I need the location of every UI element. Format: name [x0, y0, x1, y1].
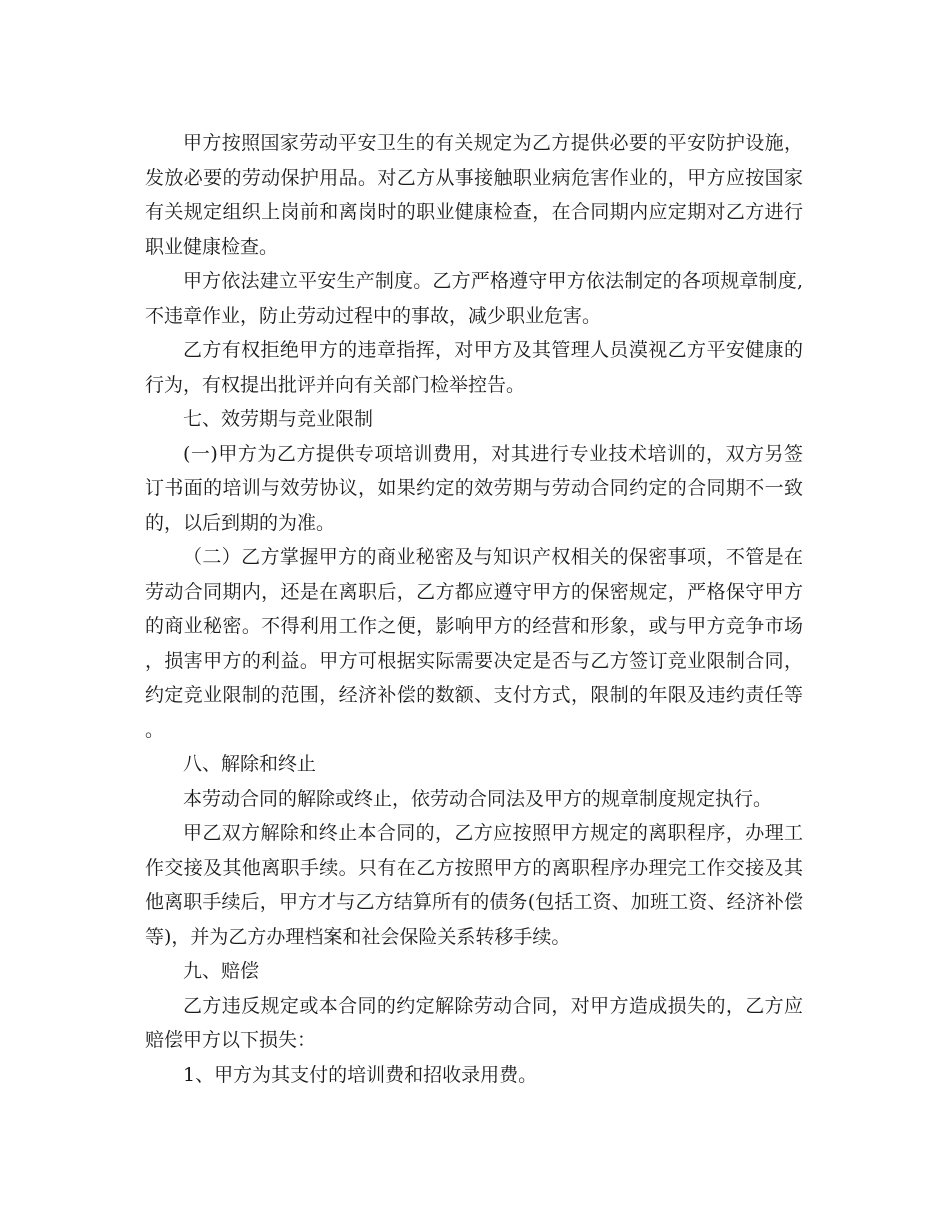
document-body [145, 126, 803, 1092]
paragraph-termination-basis: 本劳动合同的解除或终止，依劳动合同法及甲方的规章制度规定执行。 [183, 787, 773, 810]
paragraph-safety-protection: 甲方按照国家劳动平安卫生的有关规定为乙方提供必要的平安防护设施，发放必要的劳动保护用品。对乙方从事接触职业病危害作业的，甲方应按国家有关规定组织上岗前和离岗时的职业健康检查，在合同期内应定期对乙方进行职业健康检查。 [145, 132, 803, 258]
section-heading-termination: 八、解除和终止 [183, 753, 317, 775]
paragraph-compensation-liability: 乙方违反规定或本合同的约定解除劳动合同，对甲方造成损失的，乙方应赔偿甲方以下损失： [145, 994, 803, 1051]
paragraph-safety-system: 甲方依法建立平安生产制度。乙方严格遵守甲方依法制定的各项规章制度,不违章作业，防止劳动过程中的事故，减少职业危害。 [145, 270, 803, 327]
paragraph-right-to-refuse: 乙方有权拒绝甲方的违章指挥，对甲方及其管理人员漠视乙方平安健康的行为，有权提出批评并向有关部门检举控告。 [145, 339, 803, 396]
paragraph-confidentiality: （二）乙方掌握甲方的商业秘密及与知识产权相关的保密事项，不管是在劳动合同期内，还是在离职后，乙方都应遵守甲方的保密规定，严格保守甲方的商业秘密。不得利用工作之便，影响甲方的经营和形象，或与甲方竞争市场，损害甲方的利益。甲方可根据实际需要决定是否与乙方签订竞业限制合同，约定竞业限制的范围，经济补偿的数额、支付方式，限制的年限及违约责任等。 [145, 546, 803, 741]
paragraph-training-agreement: (一)甲方为乙方提供专项培训费用，对其进行专业技术培训的，双方另签订书面的培训与效劳协议，如果约定的效劳期与劳动合同约定的合同期不一致的，以后到期的为准。 [145, 442, 803, 534]
paragraph-resignation-procedure: 甲乙双方解除和终止本合同的，乙方应按照甲方规定的离职程序，办理工作交接及其他离职手续。只有在乙方按照甲方的离职程序办理完工作交接及其他离职手续后，甲方才与乙方结算所有的债务(包括工资、加班工资、经济补偿等)，并为乙方办理档案和社会保险关系转移手续。 [145, 822, 803, 948]
section-heading-service-period: 七、效劳期与竞业限制 [183, 408, 374, 430]
list-item-training-fees: 1、甲方为其支付的培训费和招收录用费。 [183, 1063, 538, 1086]
section-heading-compensation: 九、赔偿 [183, 960, 260, 982]
